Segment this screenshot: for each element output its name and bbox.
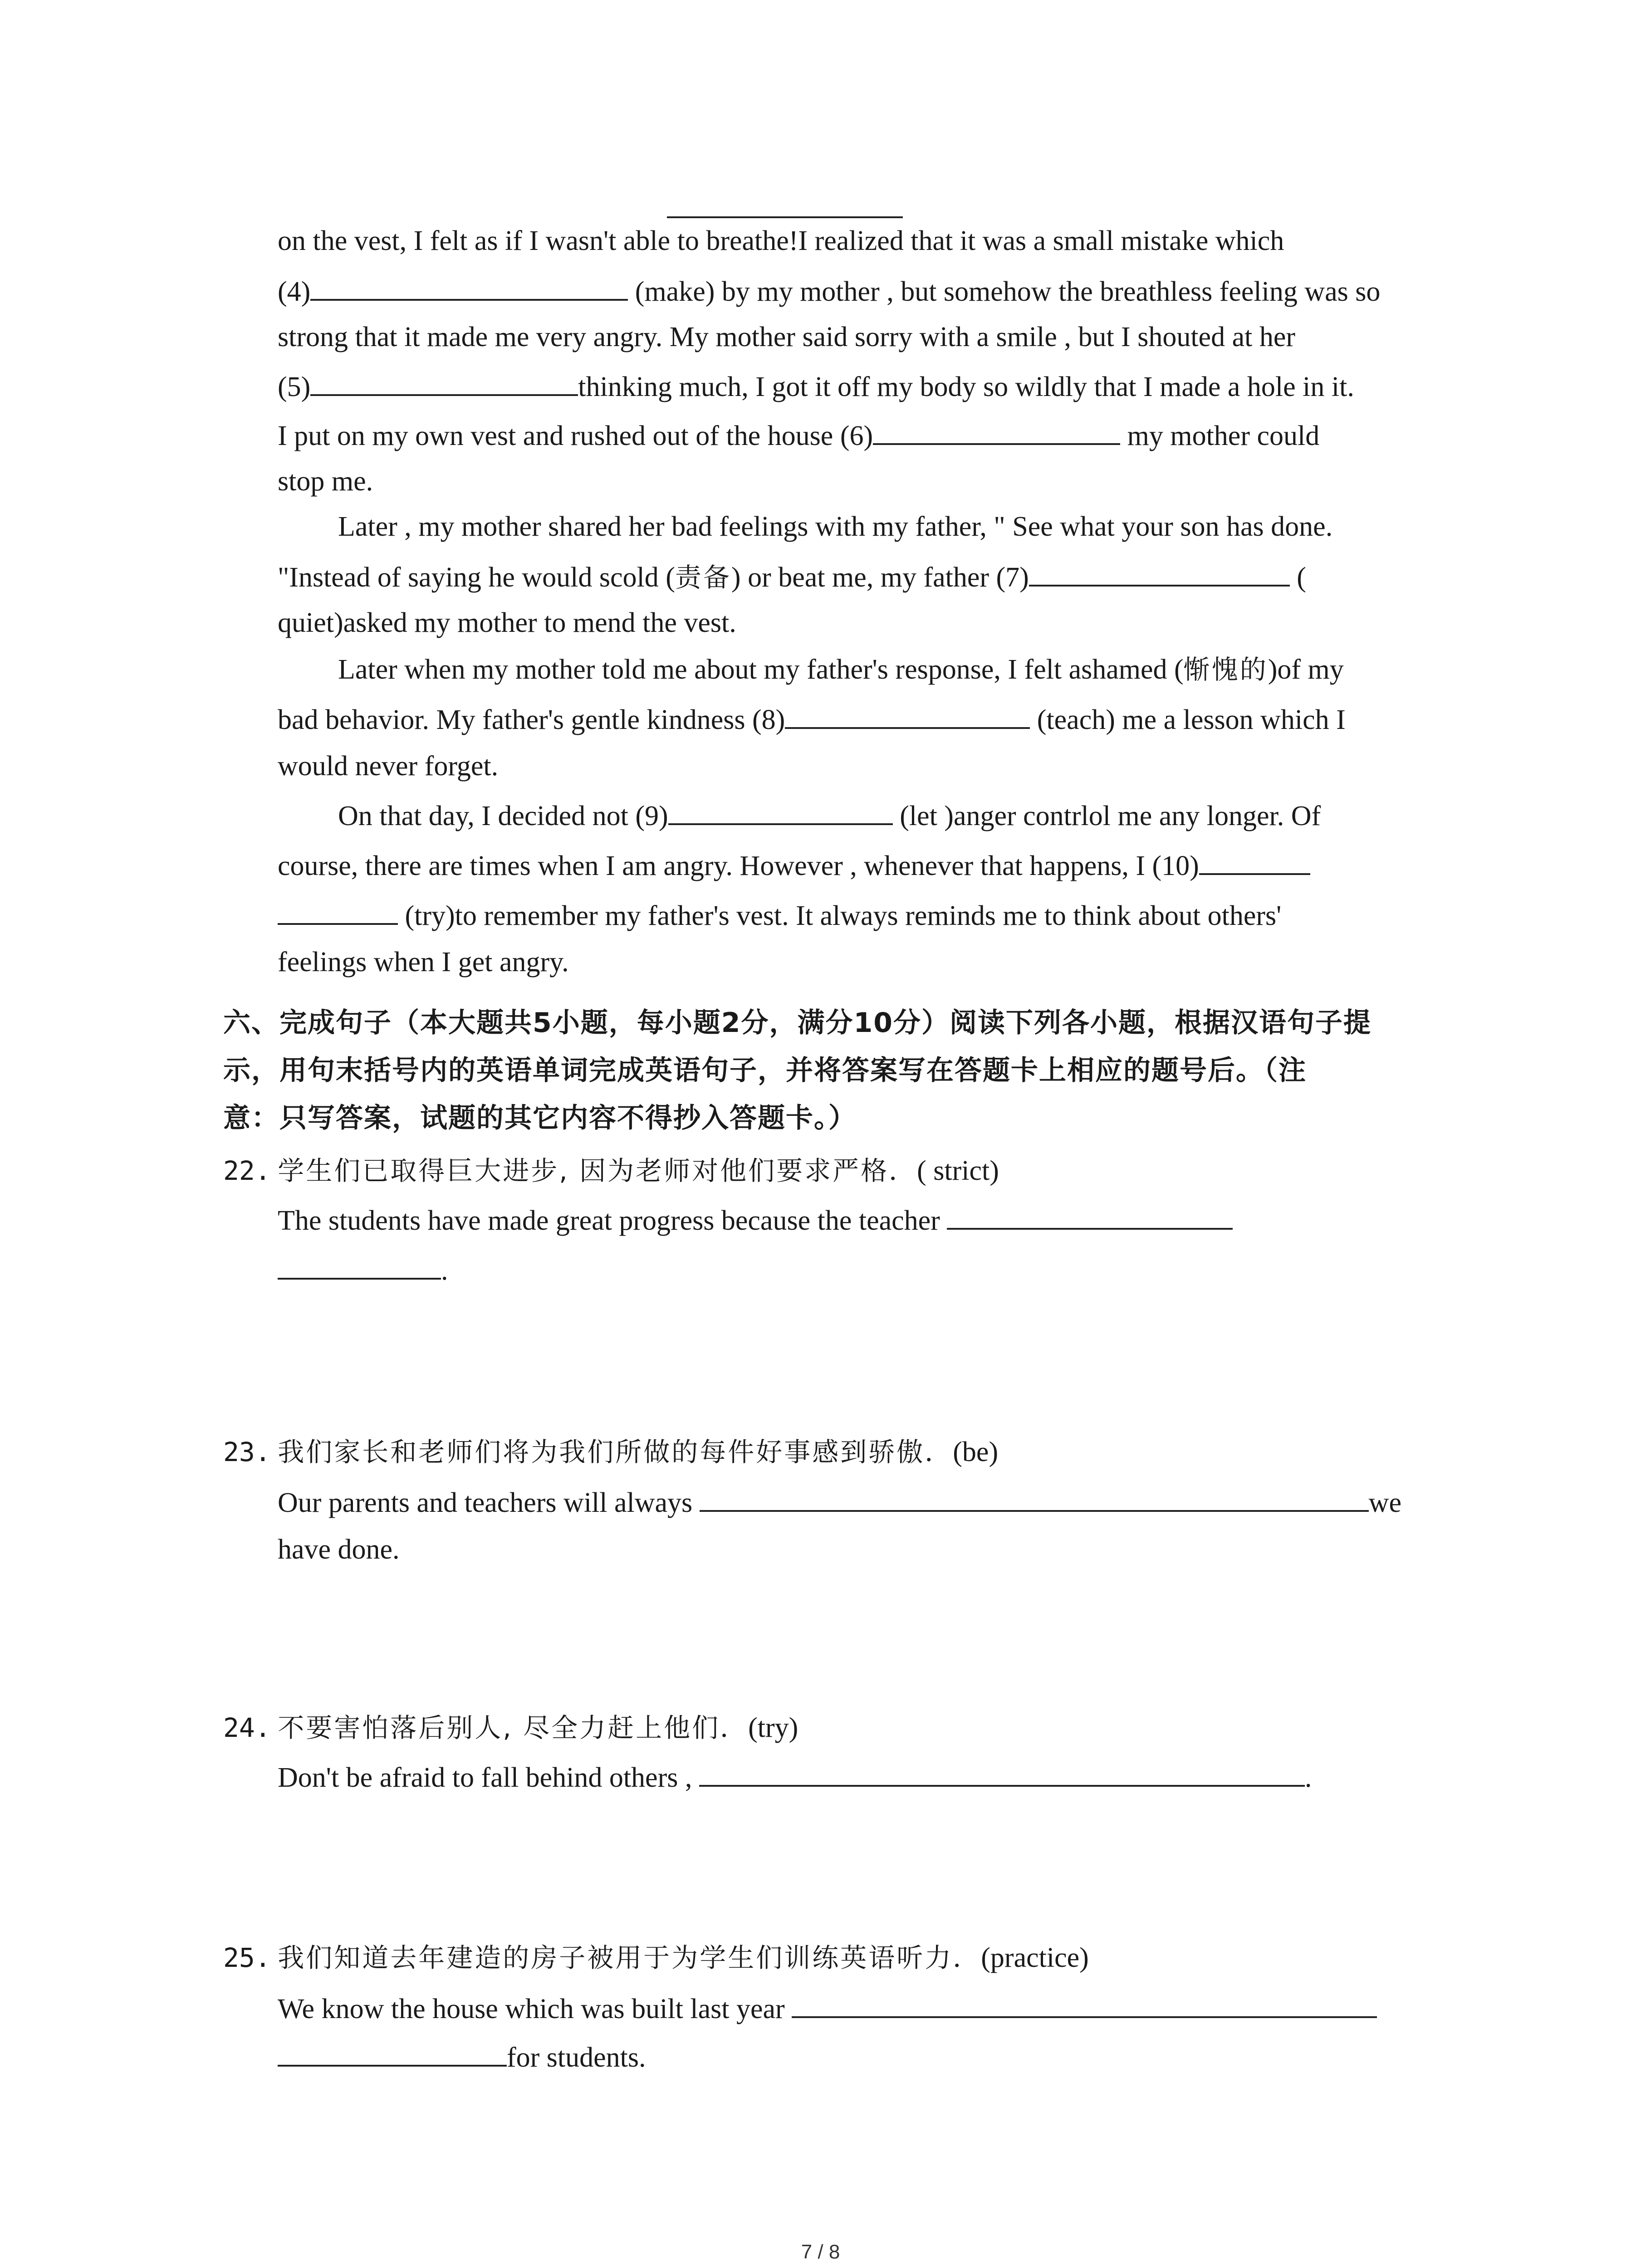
question-answer-line: Our parents and teachers will always we xyxy=(278,1487,1401,1518)
passage-line: On that day, I decided not (9) (let )anger contrlol me any longer. Of xyxy=(338,801,1321,831)
answer-blank-24[interactable] xyxy=(699,1784,1305,1787)
passage-line: quiet)asked my mother to mend the vest. xyxy=(278,607,736,638)
question-prompt: 22. 学生们已取得巨大进步, 因为老师对他们要求严格．( strict) xyxy=(223,1155,999,1186)
answer-blank-10b[interactable] xyxy=(278,923,398,925)
passage-line: Later when my mother told me about my father's response, I felt ashamed (惭愧的)of my xyxy=(338,654,1344,685)
question-answer-line: We know the house which was built last year xyxy=(278,1995,1377,2023)
passage-line: (5) thinking much, I got it off my body so wildly that I made a hole in it. xyxy=(278,371,1354,402)
answer-blank-25a[interactable] xyxy=(792,2016,1377,2018)
question-prompt: 23. 我们家长和老师们将为我们所做的每件好事感到骄傲．(be) xyxy=(223,1437,999,1467)
question-answer-line: for students. xyxy=(278,2043,646,2072)
section-heading: 示，用句末括号内的英语单词完成英语句子，并将答案写在答题卡上相应的题号后。（注 xyxy=(223,1055,1307,1086)
answer-blank-9[interactable] xyxy=(668,823,893,825)
answer-blank-25b[interactable] xyxy=(278,2064,507,2067)
question-answer-line: have done. xyxy=(278,1534,400,1565)
answer-blank-5[interactable] xyxy=(310,394,578,396)
passage-line: (4) (make) by my mother , but somehow the breathless feeling was so xyxy=(278,276,1381,307)
answer-blank-23[interactable] xyxy=(700,1510,1369,1512)
top-blank xyxy=(667,195,903,223)
page-number: 7 / 8 xyxy=(801,2241,840,2263)
question-prompt: 25. 我们知道去年建造的房子被用于为学生们训练英语听力．(practice) xyxy=(223,1942,1089,1973)
answer-blank-10a[interactable] xyxy=(1199,873,1310,875)
passage-line: would never forget. xyxy=(278,751,499,782)
answer-blank-4[interactable] xyxy=(310,298,628,301)
question-answer-line: The students have made great progress because the teacher xyxy=(278,1207,1233,1235)
passage-line: "Instead of saying he would scold (责备) or beat me, my father (7) ( xyxy=(278,562,1306,593)
answer-blank-22b[interactable] xyxy=(278,1277,441,1280)
section-heading: 意：只写答案，试题的其它内容不得抄入答题卡。） xyxy=(223,1102,857,1134)
answer-blank-22a[interactable] xyxy=(947,1227,1233,1230)
question-prompt: 24. 不要害怕落后别人, 尽全力赶上他们．(try) xyxy=(223,1712,798,1743)
passage-line: Later , my mother shared her bad feelings with my father, " See what your son has done. xyxy=(338,511,1333,542)
passage-line: on the vest, I felt as if I wasn't able to breathe!I realized that it was a small mistake which xyxy=(278,225,1284,256)
passage-line: (try)to remember my father's vest. It always reminds me to think about others' xyxy=(278,902,1281,930)
passage-line: strong that it made me very angry. My mother said sorry with a smile , but I shouted at her xyxy=(278,322,1295,352)
answer-blank-6[interactable] xyxy=(873,443,1120,445)
question-answer-line: Don't be afraid to fall behind others , . xyxy=(278,1762,1312,1793)
passage-line: feelings when I get angry. xyxy=(278,947,569,978)
passage-line: I put on my own vest and rushed out of the house (6) my mother could xyxy=(278,420,1320,451)
section-heading: 六、完成句子（本大题共5小题，每小题2分，满分10分）阅读下列各小题，根据汉语句子提 xyxy=(223,1007,1372,1039)
passage-line: course, there are times when I am angry. However , whenever that happens, I (10) xyxy=(278,852,1310,880)
question-answer-line: . xyxy=(278,1256,448,1285)
passage-line: bad behavior. My father's gentle kindness (8) (teach) me a lesson which I xyxy=(278,704,1346,735)
answer-blank-8[interactable] xyxy=(785,727,1030,729)
answer-blank-7[interactable] xyxy=(1029,584,1290,587)
passage-line: stop me. xyxy=(278,466,373,497)
